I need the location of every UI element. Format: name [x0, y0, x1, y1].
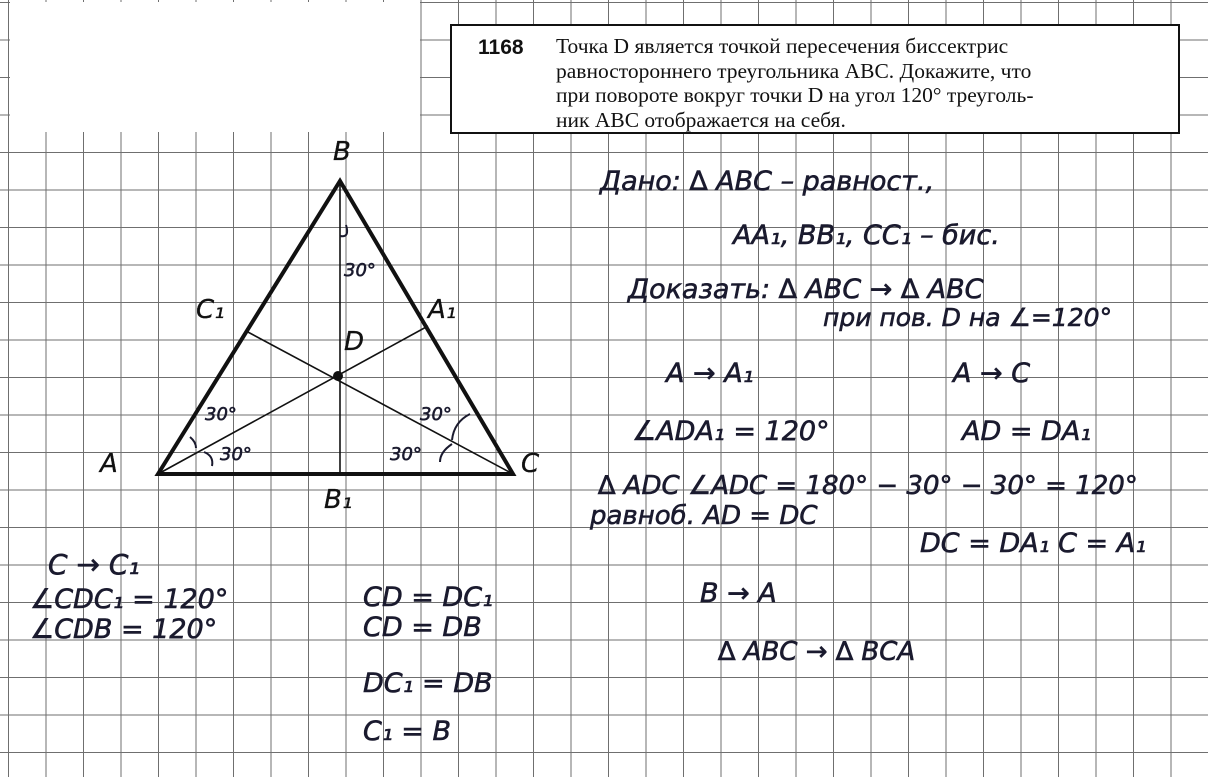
angle-label-top: 30° [344, 260, 376, 281]
angle-label-c-upper: 30° [420, 404, 452, 425]
cd-dc1: CD = DC₁ [363, 582, 493, 613]
angle-arc-c2 [440, 444, 452, 462]
label-b1: B₁ [324, 485, 353, 515]
label-a1: A₁ [428, 295, 457, 325]
dc1-db: DC₁ = DB [363, 668, 493, 699]
rotation-a-c: A → C [953, 358, 1031, 389]
angle-arc-a2 [204, 452, 212, 466]
angle-label-a-upper: 30° [205, 404, 237, 425]
problem-line-4: ник ABC отображается на себя. [556, 107, 846, 132]
triangle-adc-line: ∆ ADC ∠ADC = 180° − 30° − 30° = 120° [598, 471, 1138, 501]
angle-label-a-lower: 30° [220, 444, 252, 465]
problem-number: 1168 [478, 36, 524, 59]
conclusion-line: ∆ ABC → ∆ BCA [718, 637, 916, 667]
angle-cdc1: ∠CDC₁ = 120° [30, 584, 229, 615]
label-a: A [100, 449, 118, 479]
prove-line-2: при пов. D на ∠=120° [823, 303, 1113, 332]
angle-arc-c1 [452, 414, 470, 440]
ad-da1: AD = DA₁ [962, 416, 1092, 447]
angle-label-c-lower: 30° [390, 444, 422, 465]
rotation-a: A → A₁ [666, 358, 754, 389]
given-line-2: AA₁, BB₁, CC₁ – бис. [733, 220, 1000, 251]
problem-line-1: Точка D является точкой пересечения биссектрис [556, 34, 1009, 58]
isosceles-line: равноб. AD = DC [590, 501, 818, 531]
angle-arc-a1 [190, 437, 196, 448]
dc-da1-line: DC = DA₁ C = A₁ [920, 528, 1147, 559]
triangle-abc [158, 181, 513, 474]
label-c1: C₁ [196, 295, 225, 325]
label-d: D [344, 327, 365, 357]
angle-ada1: ∠ADA₁ = 120° [632, 416, 830, 447]
problem-line-2: равностороннего треугольника ABC. Докажите, что [556, 58, 1032, 83]
c1-eq-b: C₁ = B [363, 716, 451, 747]
label-c: C [521, 449, 540, 479]
prove-line-1: Доказать: ∆ ABC → ∆ ABC [628, 274, 984, 305]
point-d [333, 371, 343, 381]
bisector-aa1 [158, 326, 428, 474]
given-line-1: Дано: ∆ ABC – равност., [600, 166, 935, 197]
rotation-c: C → C₁ [48, 548, 140, 581]
cd-db: CD = DB [363, 612, 482, 643]
label-b: B [333, 137, 351, 167]
angle-arc-b [340, 225, 347, 236]
rotation-b: B → A [700, 578, 777, 609]
angle-cdb: ∠CDB = 120° [30, 614, 218, 645]
problem-line-3: при повороте вокруг точки D на угол 120° треуголь- [556, 83, 1034, 107]
